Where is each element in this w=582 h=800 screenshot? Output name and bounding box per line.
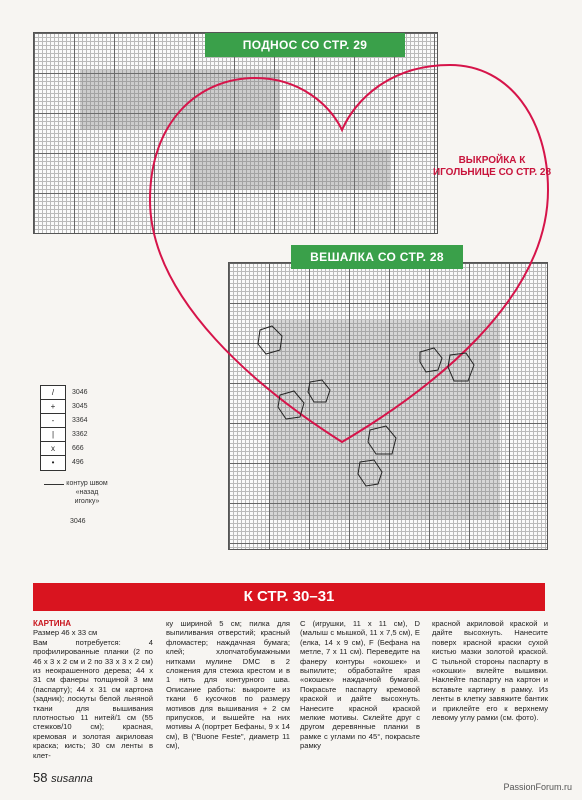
article-col-1: [33, 619, 153, 760]
brand-name: susanna: [51, 773, 93, 785]
watermark: PassionForum.ru: [503, 782, 572, 792]
key-symbol: |: [41, 428, 65, 442]
key-symbol: +: [41, 400, 65, 414]
key-symbol: x: [41, 442, 65, 456]
article-col-3: C (игрушки, 11 х 11 см), D (малыш с мышкой, 11 х 7,5 см), E (елка, 14 х 9 см), F (Бефана на метле, 7 х 11 см). Переведите на фанеру контуры «окошек» и выпилите; обработайте края «окошек» наждачной бумагой. Покрасьте паспарту кремовой краской и дайте высохнуть. Нанесите красной краской мелкие мотивы. Склейте друг с другом деревянные планки в рамке с углами по 45°, покрасьте рамку: [300, 619, 420, 751]
hanger-chart-title: ВЕШАЛКА СО СТР. 28: [291, 245, 463, 269]
key-symbol: •: [51, 458, 55, 467]
page-number: [33, 770, 93, 785]
key-code: 3362: [72, 431, 88, 438]
outline-code: 3046: [70, 518, 86, 525]
color-key: [40, 385, 66, 471]
page-num: 58: [33, 770, 48, 785]
outline-line: [44, 484, 64, 485]
tray-chart-title: ПОДНОС СО СТР. 29: [205, 33, 405, 57]
key-symbol: /: [41, 386, 65, 400]
key-code: 666: [72, 445, 84, 452]
pattern-note: ВЫКРОЙКА К ИГОЛЬНИЦЕ СО СТР. 28: [432, 155, 552, 178]
article-size: Размер 46 х 33 см: [33, 628, 98, 638]
article-col-4: красной акриловой краской и дайте высохнуть. Нанесите поверх красной краски сухой кистью мазки золотой краской. С тыльной стороны паспарту в «окошки» вклейте вышивки. Наклейте паспарту на картон и вставьте картину в рамку. Из ленты в клетку завяжите бантик и приклейте его к верхнему левому углу рамки (см. фото).: [432, 619, 548, 723]
key-code: 3045: [72, 403, 88, 410]
article-text-1: Вам потребуется: 4 профилированные планки (2 по 46 х 3 х 2 см и 2 по 33 х 3 х 2 см) из неокрашенного дерева; 44 х 31 см фанеры толщиной 3 мм (паспарту); 44 х 31 см картона (задник); лоскуты белой льняной ткани для вышивания плотностью 11 нитей/1 см (55 стежков/10 см); красная, кремовая и золотая акриловая краска; кисть; 30 см ленты в клет-: [33, 637, 153, 760]
key-code: 496: [72, 459, 84, 466]
key-symbol: -: [41, 414, 65, 428]
section-bar: К СТР. 30–31: [33, 583, 545, 611]
key-code: 3046: [72, 389, 88, 396]
hanger-motif-outline: [258, 326, 282, 354]
article-heading: КАРТИНА: [33, 619, 72, 628]
outline-label: контур швом «назад иголку»: [66, 480, 108, 505]
article-col-2: ку шириной 5 см; пилка для выпиливания отверстий; красный фломастер; наждачная бумага; клей; хлопчатобумажными нитками мулине DMC в 2 сложения для стежка крестом и в 1 нить для контурного шва. Описание работы: выкроите из ткани 6 кусочков по размеру мотивов для вышивания + 2 см припусков, и вышейте на них мотивы A (портрет Бефаны, 9 х 14 см), B ("Buone Feste", диаметр 11 см),: [166, 619, 290, 751]
key-code: 3364: [72, 417, 88, 424]
